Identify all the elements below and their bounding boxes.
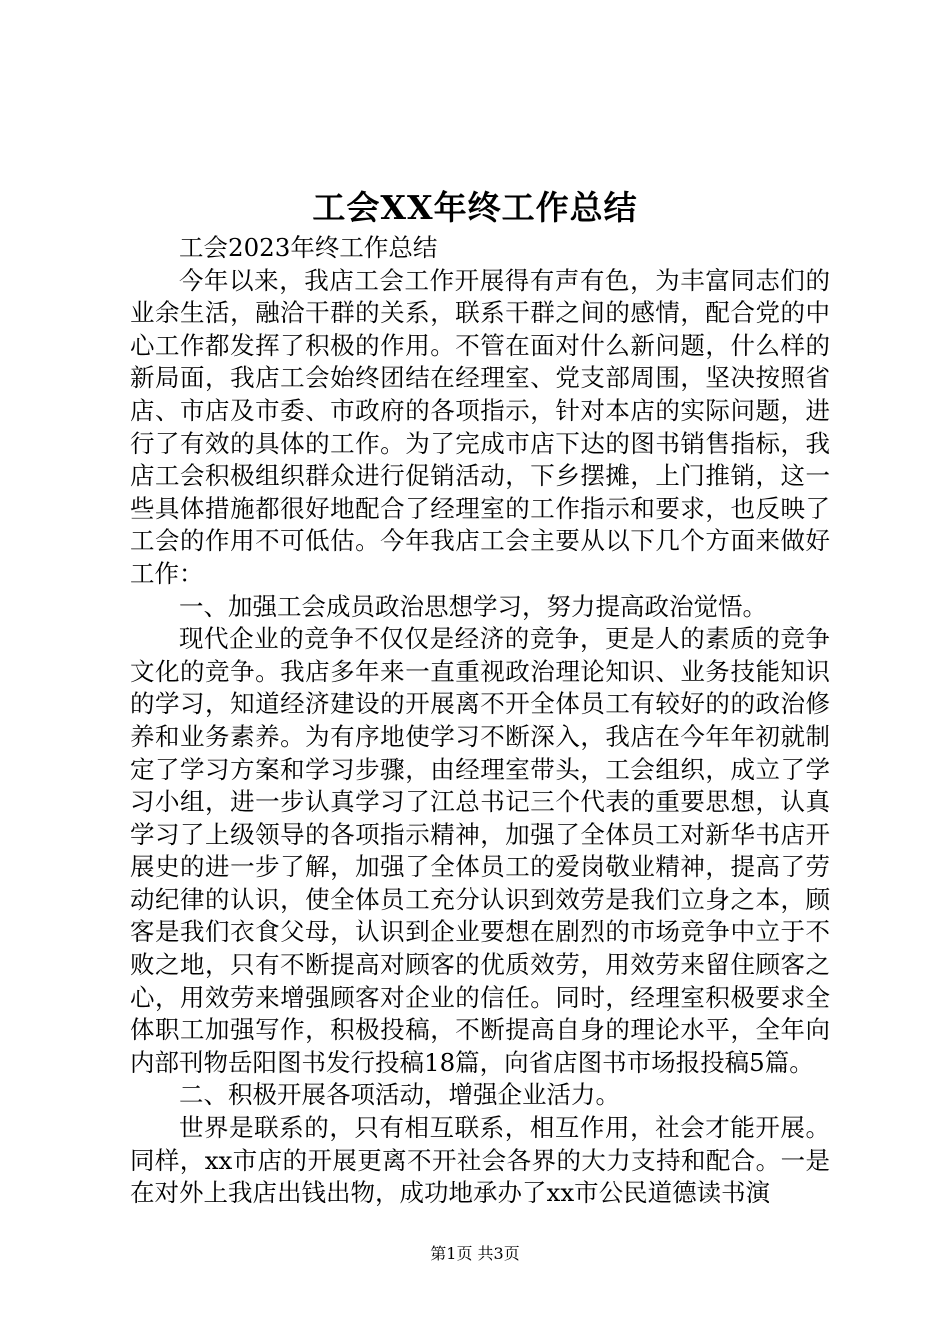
paragraph-section-1: 现代企业的竞争不仅仅是经济的竞争，更是人的素质的竞争文化的竞争。我店多年来一直重视政治理论知识、业务技能知识的学习，知道经济建设的开展离不开全体员工有较好的的政治修养和业务素养。为有序地使学习不断深入，我店在今年年初就制定了学习方案和学习步骤，由经理室带头，工会组织，成立了学习小组，进一步认真学习了江总书记三个代表的重要思想，认真学习了上级领导的各项指示精神，加强了全体员工对新华书店开展史的进一步了解，加强了全体员工的爱岗敬业精神，提高了劳动纪律的认识，使全体员工充分认识到效劳是我们立身之本，顾客是我们衣食父母，认识到企业要想在剧烈的市场竞争中立于不败之地，只有不断提高对顾客的优质效劳，用效劳来留住顾客之心，用效劳来增强顾客对企业的信任。同时，经理室积极要求全体职工加强写作，积极投稿，不断提高自身的理论水平，全年向内部刊物岳阳图书发行投稿18篇，向省店图书市场报投稿5篇。 [130, 624, 830, 1077]
paragraph-subtitle: 工会2023年终工作总结 [179, 233, 438, 262]
paragraph-intro: 今年以来，我店工会工作开展得有声有色，为丰富同志们的业余生活，融洽干群的关系，联系干群之间的感情，配合党的中心工作都发挥了积极的作用。不管在面对什么新问题，什么样的新局面，我店工会始终团结在经理室、党支部周围，坚决按照省店、市店及市委、市政府的各项指示，针对本店的实际问题，进行了有效的具体的工作。为了完成市店下达的图书销售指标，我店工会积极组织群众进行促销活动，下乡摆摊，上门推销，这一些具体措施都很好地配合了经理室的工作指示和要求，也反映了工会的作用不可低估。今年我店工会主要从以下几个方面来做好工作： [130, 265, 830, 588]
page-number-footer: 第1页 共3页 [430, 1244, 520, 1263]
document-title: 工会XX年终工作总结 [312, 188, 638, 227]
section-heading-1: 一、加强工会成员政治思想学习，努力提高政治觉悟。 [179, 591, 767, 621]
section-heading-2: 二、积极开展各项活动，增强企业活力。 [179, 1080, 620, 1110]
document-body [130, 232, 830, 1210]
paragraph-section-2: 世界是联系的，只有相互联系，相互作用，社会才能开展。同样，xx市店的开展更离不开社会各界的大力支持和配合。一是在对外上我店出钱出物，成功地承办了xx市公民道德读书演 [130, 1113, 830, 1208]
